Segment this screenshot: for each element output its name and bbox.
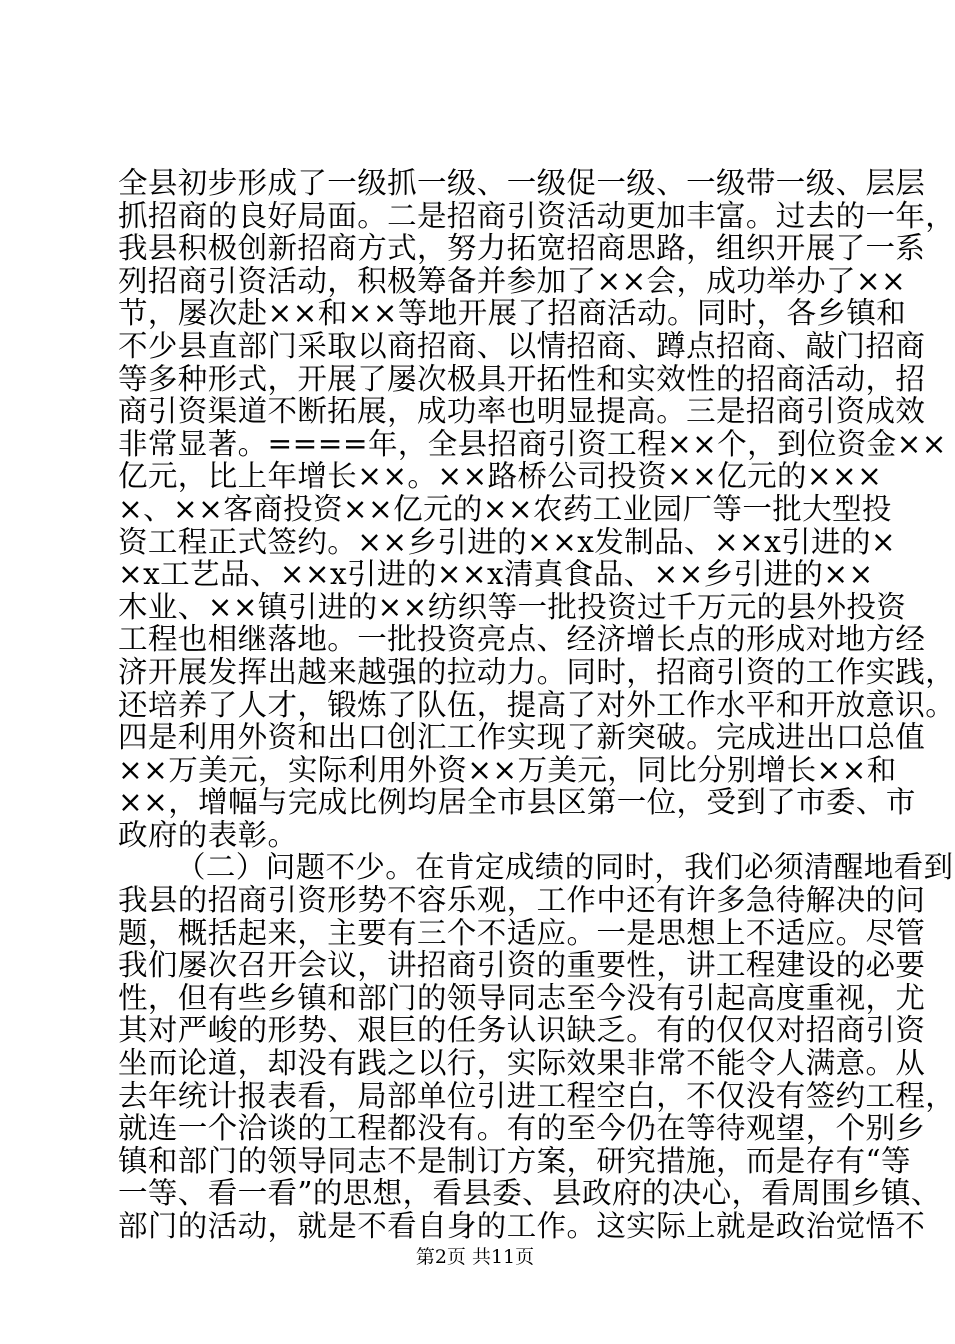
text-line: 抓招商的良好局面。二是招商引资活动更加丰富。过去的一年， xyxy=(118,198,955,233)
text-line: 我们屡次召开会议，讲招商引资的重要性，讲工程建设的必要 xyxy=(118,948,926,983)
text-line: 济开展发挥出越来越强的拉动力。同时，招商引资的工作实践， xyxy=(118,654,955,689)
text-line: 镇和部门的领导同志不是制订方案，研究措施，而是存有“等 xyxy=(118,1143,911,1178)
text-line: 四是利用外资和出口创汇工作实现了新突破。完成进出口总值 xyxy=(118,720,926,755)
page-footer: 第2页 共11页 xyxy=(415,1246,535,1268)
text-line: ×、××客商投资××亿元的××农药工业园厂等一批大型投 xyxy=(118,491,892,526)
body-text xyxy=(118,166,955,1243)
text-line: 资工程正式签约。××乡引进的××x发制品、××x引进的× xyxy=(118,524,896,559)
text-line: 去年统计报表看，局部单位引进工程空白，不仅没有签约工程， xyxy=(118,1078,955,1113)
text-line: 我县积极创新招商方式，努力拓宽招商思路，组织开展了一系 xyxy=(118,231,926,266)
text-line: 亿元，比上年增长××。××路桥公司投资××亿元的××× xyxy=(118,459,883,494)
text-line: 木业、××镇引进的××纺织等一批投资过千万元的县外投资 xyxy=(118,589,907,624)
text-line: 一等、看一看”的思想，看县委、县政府的决心，看周围乡镇、 xyxy=(118,1176,941,1211)
text-line: 我县的招商引资形势不容乐观，工作中还有许多急待解决的问 xyxy=(118,883,926,918)
text-line: 非常显著。====年，全县招商引资工程××个，到位资金×× xyxy=(118,426,947,461)
text-line: ××万美元，实际利用外资××万美元，同比分别增长××和 xyxy=(118,752,897,787)
text-line: 还培养了人才，锻炼了队伍，提高了对外工作水平和开放意识。 xyxy=(118,687,955,722)
text-line: 等多种形式，开展了屡次极具开拓性和实效性的招商活动，招 xyxy=(118,361,926,396)
text-line: 不少县直部门采取以商招商、以情招商、蹲点招商、敲门招商 xyxy=(118,328,926,363)
text-line: 全县初步形成了一级抓一级、一级促一级、一级带一级、层层 xyxy=(118,166,926,200)
text-line: 列招商引资活动，积极筹备并参加了××会，成功举办了×× xyxy=(118,263,907,298)
text-line: 性，但有些乡镇和部门的领导同志至今没有引起高度重视，尤 xyxy=(118,980,926,1015)
text-line: 就连一个洽谈的工程都没有。有的至今仍在等待观望，个别乡 xyxy=(118,1111,926,1146)
text-line: 其对严峻的形势、艰巨的任务认识缺乏。有的仅仅对招商引资 xyxy=(118,1013,926,1048)
text-line: 政府的表彰。 xyxy=(118,817,298,852)
text-line: 题，概括起来，主要有三个不适应。一是思想上不适应。尽管 xyxy=(118,915,926,950)
text-line: ×x工艺品、××x引进的××x清真食品、××乡引进的×× xyxy=(118,557,874,592)
text-line: 部门的活动，就是不看自身的工作。这实际上就是政治觉悟不 xyxy=(118,1209,926,1243)
text-line: 节，屡次赴××和××等地开展了招商活动。同时，各乡镇和 xyxy=(118,296,907,331)
text-line: 坐而论道，却没有践之以行，实际效果非常不能令人满意。从 xyxy=(118,1046,926,1081)
text-line: 工程也相继落地。一批投资亮点、经济增长点的形成对地方经 xyxy=(118,622,926,657)
text-line: （二）问题不少。在肯定成绩的同时，我们必须清醒地看到 xyxy=(176,850,954,885)
text-line: ××，增幅与完成比例均居全市县区第一位，受到了市委、市 xyxy=(118,785,916,820)
text-line: 商引资渠道不断拓展，成功率也明显提高。三是招商引资成效 xyxy=(118,394,926,429)
